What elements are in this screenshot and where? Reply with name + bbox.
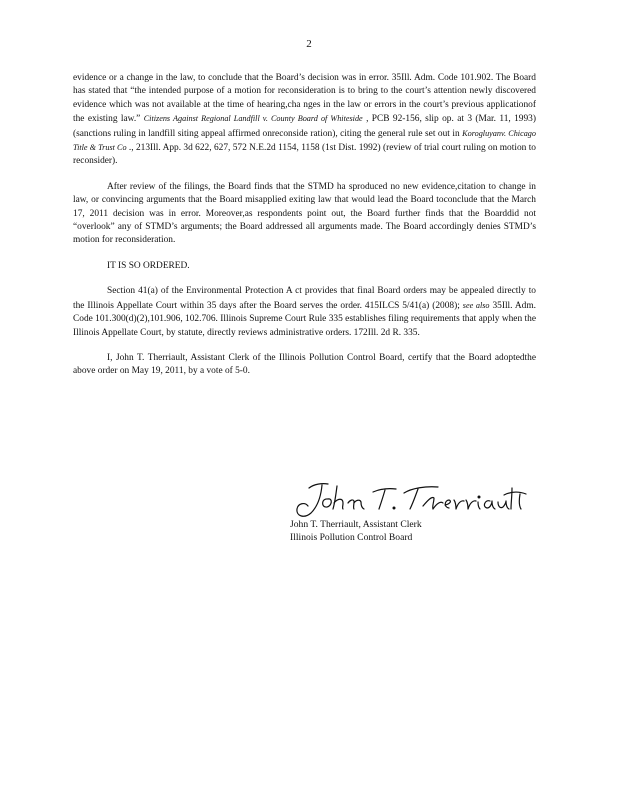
handwritten-signature	[288, 472, 528, 522]
case-citation: Citizens Against Regional Landfill v. County Board of Whiteside	[143, 114, 363, 124]
paragraph	[73, 285, 536, 340]
certification-paragraph	[73, 352, 536, 379]
signer-organization: Illinois Pollution Control Board	[290, 532, 413, 544]
text-segment: evidence or a change in the law, to conclude that the Board’s decision was in error. 35Ill. Adm. Code 101.902. The Board has stated that “the intended purpose of a motion for reconsideration is to bring to the court’s attention newly discovered evidence which was not available at the time of hearing,cha nges in the law or errors in the court’s previous applicationof the existing law.”	[73, 73, 536, 125]
text-segment: ., 213Ill. App. 3d 622, 627, 572 N.E.2d 1154, 1158 (1st Dist. 1992) (review of trial court ruling on motion to reconsider).	[73, 143, 536, 167]
citation-signal: see also	[462, 300, 490, 310]
text-segment: After review of the filings, the Board finds that the STMD ha sproduced no new evidence,citation to change in law, or convincing arguments that the Board misapplied exiting law that would lead the Board toconclude that the March 17, 2011 decision was in error. Moreover,as respondents point out, the Board further finds that the Boarddid not “overlook” any of STMD’s arguments; the Board addressed all arguments made. The Board accordingly denies STMD’s motion for reconsideration.	[73, 181, 536, 246]
text-segment: Section 41(a) of the Environmental Protection A ct provides that final Board orders may be appealed directly to the Illinois Appellate Court within 35 days after the Board serves the order. 415ILCS 5/41(a) (2008);	[73, 286, 536, 311]
text-segment: IT IS SO ORDERED.	[107, 260, 190, 271]
text-segment: , PCB 92-156, slip op. at 3 (Mar. 11, 1993) (sanctions ruling in landfill siting appeal affirmed onreconside ration), citing the general rule set out in	[73, 114, 536, 139]
signer-name-title: John T. Therriault, Assistant Clerk	[290, 519, 422, 530]
paragraph	[73, 72, 536, 169]
signature-graphic	[288, 472, 528, 522]
text-segment: 35Ill. Adm. Code 101.300(d)(2),101.906, 102.706. Illinois Supreme Court Rule 335 establishes filing requirements that apply when the Illinois Appellate Court, by statute, directly reviews administrative orders. 172Ill. 2d R. 335.	[73, 300, 536, 338]
text-segment: I, John T. Therriault, Assistant Clerk of the Illinois Pollution Control Board, certify that the Board adoptedthe above order on May 19, 2011, by a vote of 5-0.	[73, 352, 536, 377]
order-body	[73, 72, 536, 391]
order-statement	[73, 260, 536, 273]
page-number: 2	[306, 38, 312, 50]
paragraph	[73, 181, 536, 248]
signature-block	[290, 518, 422, 545]
case-citation: Korogluyanv. Chicago Title & Trust Co	[73, 128, 536, 153]
